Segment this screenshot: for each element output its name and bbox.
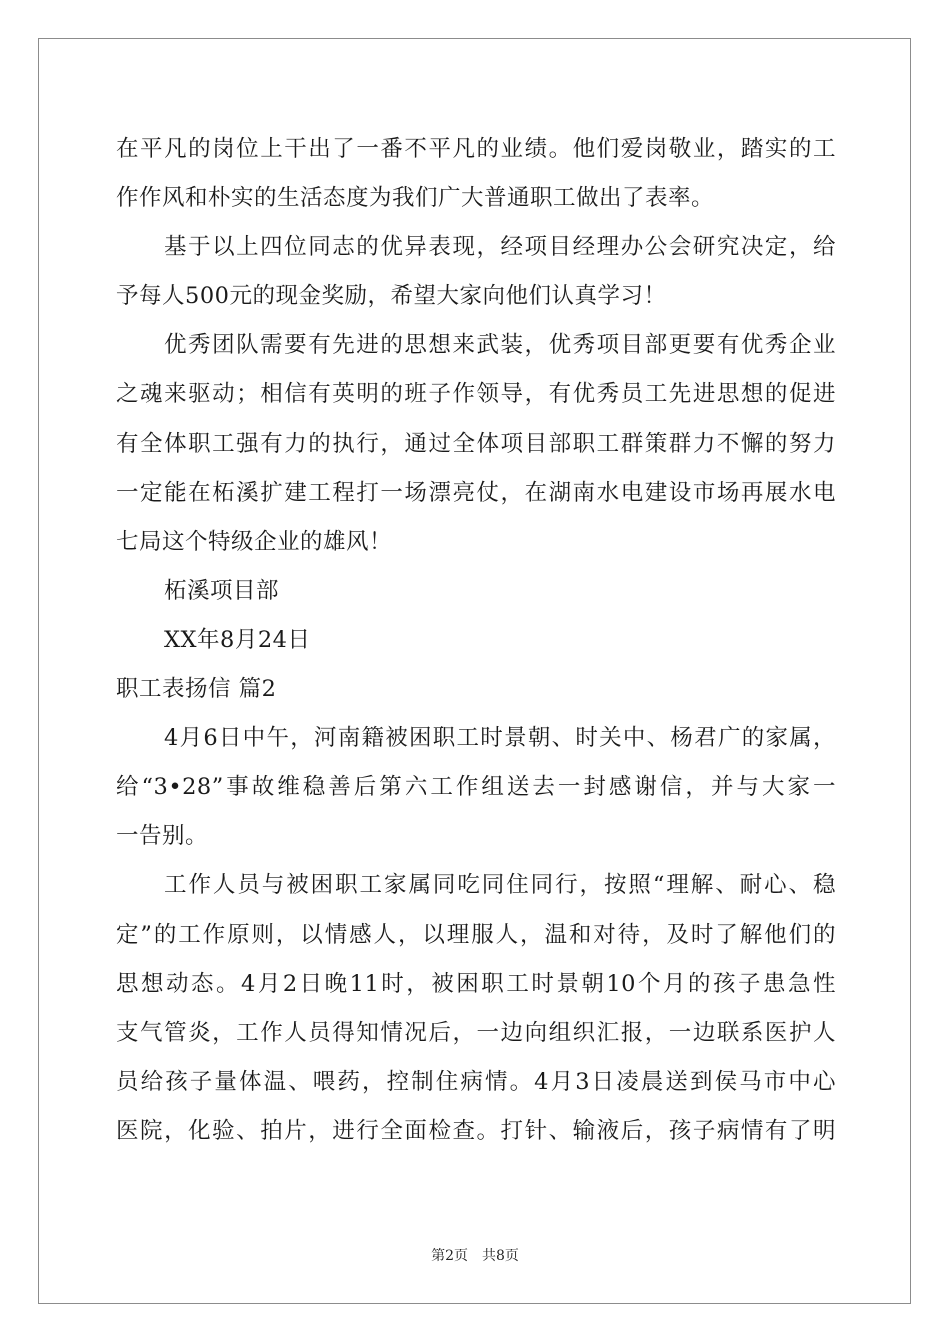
page-footer	[0, 1245, 950, 1265]
signature-date: XX年8月24日	[164, 626, 311, 653]
paragraph-line: 优秀团队需要有先进的思想来武装，优秀项目部更要有优秀企业	[164, 332, 836, 359]
paragraph-line: 4月6日中午，河南籍被困职工时景朝、时关中、杨君广的家属，	[164, 725, 836, 752]
paragraph-line: 思想动态。4月2日晚11时，被困职工时景朝10个月的孩子患急性	[116, 970, 836, 997]
paragraph-line: 员给孩子量体温、喂药，控制住病情。4月3日凌晨送到侯马市中心	[116, 1068, 836, 1095]
paragraph-line: 支气管炎，工作人员得知情况后，一边向组织汇报，一边联系医护人	[116, 1019, 836, 1046]
paragraph-line: 有全体职工强有力的执行，通过全体项目部职工群策群力不懈的努力	[116, 430, 836, 457]
signature-organization: 柘溪项目部	[164, 577, 280, 604]
paragraph-line: 作作风和朴实的生活态度为我们广大普通职工做出了表率。	[116, 185, 715, 212]
paragraph-line: 定”的工作原则，以情感人，以理服人，温和对待，及时了解他们的	[116, 921, 836, 948]
section-heading: 职工表扬信 篇2	[116, 676, 277, 703]
page-number: 第2页	[431, 1248, 468, 1264]
paragraph-line: 予每人500元的现金奖励，希望大家向他们认真学习！	[116, 283, 667, 310]
document-body	[116, 125, 836, 1156]
paragraph-line: 一告别。	[116, 823, 209, 850]
paragraph-line: 在平凡的岗位上干出了一番不平凡的业绩。他们爱岗敬业，踏实的工	[116, 136, 836, 162]
page-total: 共8页	[482, 1248, 519, 1264]
paragraph-line: 基于以上四位同志的优异表现，经项目经理办公会研究决定，给	[164, 234, 836, 261]
paragraph-line: 一定能在柘溪扩建工程打一场漂亮仗，在湖南水电建设市场再展水电	[116, 479, 836, 506]
paragraph-line: 医院，化验、拍片，进行全面检查。打针、输液后，孩子病情有了明	[116, 1117, 836, 1144]
paragraph-line: 给“3•28”事故维稳善后第六工作组送去一封感谢信，并与大家一	[116, 774, 836, 801]
paragraph-line: 工作人员与被困职工家属同吃同住同行，按照“理解、耐心、稳	[164, 872, 836, 899]
paragraph-line: 之魂来驱动；相信有英明的班子作领导，有优秀员工先进思想的促进	[116, 381, 836, 408]
paragraph-line: 七局这个特级企业的雄风！	[116, 528, 393, 555]
